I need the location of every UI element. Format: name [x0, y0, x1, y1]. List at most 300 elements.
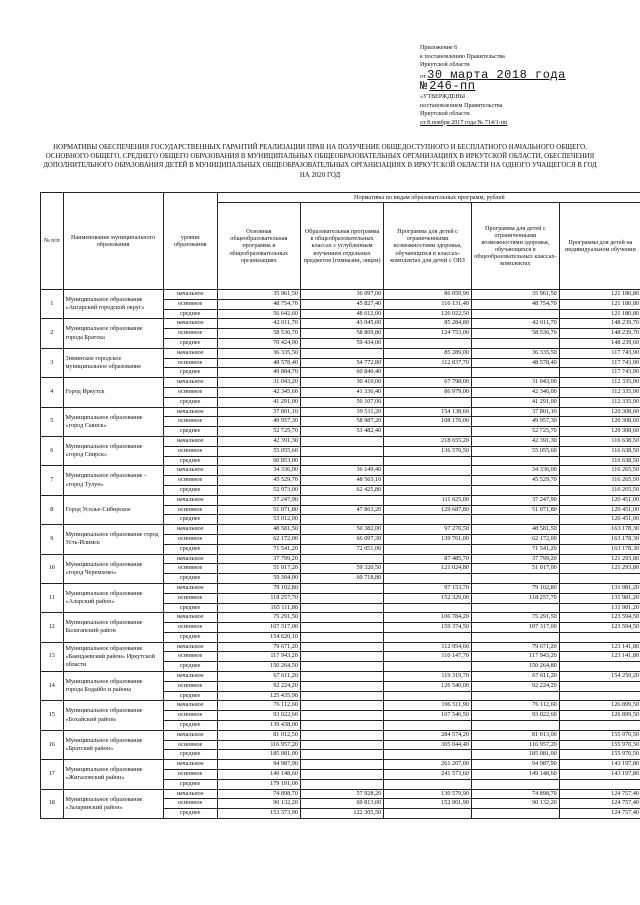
level-cell: среднее [163, 427, 217, 437]
table-row [41, 407, 640, 417]
level-cell: начальное [163, 642, 217, 652]
value-cell: 163 178,30 [559, 544, 640, 554]
table-row [41, 642, 640, 652]
value-cell: 58 536,70 [217, 329, 300, 339]
value-cell: 60 718,80 [300, 574, 383, 584]
value-cell: 81 013,00 [471, 730, 559, 740]
value-cell: 124 757,40 [559, 789, 640, 799]
table-row [41, 466, 640, 476]
document-title: НОРМАТИВЫ ОБЕСПЕЧЕНИЯ ГОСУДАРСТВЕННЫХ ГАРАНТИЙ РЕАЛИЗАЦИИ ПРАВ НА ПОЛУЧЕНИЕ ОБЩЕДОСТУПНОГО И БЕСПЛАТНОГО НАЧАЛЬНОГО ОБЩЕГО, ОСНОВНОГО ОБЩЕГО, СРЕДНЕГО ОБЩЕГО ОБРАЗОВАНИЯ В МУНИЦИПАЛЬНЫХ ОБЩЕОБРАЗОВАТЕЛЬНЫХ ОРГАНИЗАЦИЯХ В ИРКУТСКОЙ ОБЛАСТИ, ОБЕСПЕЧЕНИЯ ДОПОЛНИТЕЛЬНОГО ОБРАЗОВАНИЯ ДЕТЕЙ В МУНИЦИПАЛЬНЫХ ОБЩЕОБРАЗОВАТЕЛЬНЫХ ОРГАНИЗАЦИЯХ В ИРКУТСКОЙ ОБЛАСТИ НА ОДНОГО УЧАЩЕГОСЯ В ГОД НА 2020 ГОД [43, 144, 597, 179]
level-cell: среднее [163, 338, 217, 348]
level-cell: основное [163, 799, 217, 809]
value-cell: 75 291,50 [471, 613, 559, 623]
level-cell: среднее [163, 632, 217, 642]
normatives-table [40, 192, 640, 819]
value-cell: 123 141,80 [559, 652, 640, 662]
value-cell [384, 485, 472, 495]
level-cell: основное [163, 417, 217, 427]
value-cell [300, 515, 383, 525]
value-cell: 121 024,80 [384, 564, 472, 574]
level-cell: основное [163, 681, 217, 691]
value-cell: 66 097,30 [300, 534, 383, 544]
level-cell: начальное [163, 583, 217, 593]
value-cell: 53 012,00 [217, 515, 300, 525]
date-stamp: 30 марта 2018 года [427, 67, 566, 82]
value-cell: 116 265,50 [559, 485, 640, 495]
value-cell: 42 011,70 [217, 319, 300, 329]
level-cell: начальное [163, 495, 217, 505]
value-cell: 126 899,50 [559, 701, 640, 711]
row-number: 6 [41, 436, 64, 465]
value-cell [384, 427, 472, 437]
value-cell: 152 329,00 [384, 593, 472, 603]
value-cell [300, 750, 383, 760]
value-cell: 112 335,90 [559, 397, 640, 407]
value-cell: 106 784,20 [384, 613, 472, 623]
value-cell: 48 754,70 [217, 299, 300, 309]
value-cell [300, 721, 383, 731]
level-cell: начальное [163, 760, 217, 770]
level-cell: основное [163, 505, 217, 515]
value-cell: 60 840,40 [300, 368, 383, 378]
value-cell: 131 981,20 [559, 603, 640, 613]
value-cell: 196 511,90 [384, 701, 472, 711]
value-cell: 94 987,90 [217, 760, 300, 770]
row-number: 12 [41, 613, 64, 642]
value-cell [300, 740, 383, 750]
header-line: «УТВЕРЖДЕНЫ [420, 93, 466, 100]
value-cell: 79 671,20 [217, 642, 300, 652]
value-cell: 154 250,20 [559, 672, 640, 682]
value-cell: 92 224,20 [217, 681, 300, 691]
municipality-name: Муниципальное образование Балаганский район [63, 613, 163, 642]
value-cell: 87 485,70 [384, 554, 472, 564]
value-cell: 143 197,80 [559, 770, 640, 780]
value-cell [300, 730, 383, 740]
row-number: 16 [41, 730, 64, 759]
value-cell: 51 071,80 [217, 505, 300, 515]
value-cell: 117 943,20 [217, 652, 300, 662]
value-cell: 107 317,00 [471, 623, 559, 633]
value-cell [300, 623, 383, 633]
row-number: 8 [41, 495, 64, 524]
value-cell: 112 335,90 [559, 378, 640, 388]
municipality-name: Муниципальное образование «Аларский район» [63, 583, 163, 612]
value-cell: 37 801,10 [471, 407, 559, 417]
value-cell [559, 691, 640, 701]
level-cell: начальное [163, 730, 217, 740]
value-cell: 37 799,20 [471, 554, 559, 564]
level-cell: среднее [163, 779, 217, 789]
value-cell [384, 603, 472, 613]
value-cell [300, 554, 383, 564]
value-cell: 118 257,70 [471, 593, 559, 603]
value-cell: 75 291,50 [217, 613, 300, 623]
value-cell: 70 424,90 [217, 338, 300, 348]
value-cell: 120 451,00 [559, 495, 640, 505]
value-cell: 124 753,00 [384, 329, 472, 339]
value-cell [471, 574, 559, 584]
value-cell [471, 485, 559, 495]
value-cell [300, 652, 383, 662]
value-cell [559, 574, 640, 584]
table-row [41, 672, 640, 682]
value-cell: 121 293,80 [559, 564, 640, 574]
value-cell: 150 264,50 [217, 662, 300, 672]
value-cell: 57 928,20 [300, 789, 383, 799]
value-cell: 31 043,20 [217, 378, 300, 388]
municipality-name: Муниципальное образование «Заларинский район» [63, 789, 163, 818]
value-cell: 43 045,00 [300, 319, 383, 329]
level-cell: среднее [163, 662, 217, 672]
header-line: постановлением Правительства [420, 102, 503, 109]
value-cell: 305 044,40 [384, 740, 472, 750]
value-cell: 117 743,90 [559, 348, 640, 358]
value-cell: 34 336,00 [217, 466, 300, 476]
table-row [41, 378, 640, 388]
municipality-name: Муниципальное образование «Братский район» [63, 730, 163, 759]
value-cell: 69 813,00 [300, 799, 383, 809]
value-cell [300, 495, 383, 505]
value-cell: 90 132,20 [217, 799, 300, 809]
header-number-line: № 246-пп [420, 79, 476, 94]
value-cell [384, 750, 472, 760]
level-cell: основное [163, 652, 217, 662]
municipality-name: Город Усолье-Сибирское [63, 495, 163, 524]
value-cell [559, 632, 640, 642]
value-cell: 30 410,00 [300, 378, 383, 388]
value-cell [471, 368, 559, 378]
value-cell: 154 138,60 [384, 407, 472, 417]
level-cell: начальное [163, 789, 217, 799]
value-cell: 85 289,00 [384, 348, 472, 358]
level-cell: начальное [163, 348, 217, 358]
value-cell [384, 574, 472, 584]
value-cell: 54 772,80 [300, 358, 383, 368]
level-cell: основное [163, 476, 217, 486]
value-cell: 79 671,20 [471, 642, 559, 652]
value-cell: 52 725,70 [217, 427, 300, 437]
value-cell [559, 662, 640, 672]
value-cell: 155 970,50 [559, 740, 640, 750]
value-cell: 50 382,00 [300, 525, 383, 535]
value-cell [300, 446, 383, 456]
value-cell: 163 178,30 [559, 525, 640, 535]
value-cell [471, 809, 559, 819]
value-cell: 50 107,00 [300, 397, 383, 407]
value-cell: 121 293,80 [559, 554, 640, 564]
value-cell [384, 368, 472, 378]
value-cell: 116 638,50 [559, 446, 640, 456]
value-cell: 218 655,20 [384, 436, 472, 446]
value-cell: 112 954,60 [384, 642, 472, 652]
value-cell [384, 632, 472, 642]
value-cell: 42 346,00 [471, 387, 559, 397]
level-cell: среднее [163, 515, 217, 525]
value-cell [300, 779, 383, 789]
table-row [41, 495, 640, 505]
value-cell: 76 112,60 [217, 701, 300, 711]
value-cell: 117 743,90 [559, 358, 640, 368]
value-cell: 121 180,80 [559, 290, 640, 300]
value-cell: 48 578,40 [217, 358, 300, 368]
municipality-name: Муниципальное образование - «город Тулун» [63, 466, 163, 495]
level-cell: среднее [163, 721, 217, 731]
value-cell: 126 022,50 [384, 309, 472, 319]
value-cell: 112 837,70 [384, 358, 472, 368]
level-cell: среднее [163, 809, 217, 819]
row-number: 15 [41, 701, 64, 730]
value-cell: 42 391,30 [471, 436, 559, 446]
table-body [41, 290, 640, 819]
value-cell: 126 540,00 [384, 681, 472, 691]
value-cell: 51 017,20 [217, 564, 300, 574]
value-cell: 48 565,10 [300, 476, 383, 486]
value-cell: 123 594,50 [559, 613, 640, 623]
value-cell: 126 899,50 [559, 711, 640, 721]
value-cell [559, 779, 640, 789]
value-cell [384, 779, 472, 789]
header-col-advanced: Образовательная программа в общеобразовательных классах с углубленным изучением отдельных предметов (гимназии, лицеи) [300, 203, 383, 290]
value-cell: 47 863,20 [300, 505, 383, 515]
value-cell: 48 612,00 [300, 309, 383, 319]
table-row [41, 789, 640, 799]
value-cell: 117 943,20 [471, 652, 559, 662]
level-cell: начальное [163, 525, 217, 535]
row-number: 17 [41, 760, 64, 789]
value-cell: 92 224,20 [471, 681, 559, 691]
row-number: 14 [41, 672, 64, 701]
level-cell: основное [163, 299, 217, 309]
value-cell [300, 691, 383, 701]
value-cell [471, 632, 559, 642]
table-row [41, 701, 640, 711]
level-cell: основное [163, 387, 217, 397]
value-cell [300, 436, 383, 446]
value-cell: 74 898,70 [471, 789, 559, 799]
municipality-name: Город Иркутск [63, 378, 163, 407]
level-cell: среднее [163, 691, 217, 701]
value-cell: 116 265,50 [559, 466, 640, 476]
value-cell: 37 247,90 [217, 495, 300, 505]
value-cell [384, 662, 472, 672]
value-cell: 167 546,50 [384, 711, 472, 721]
value-cell: 81 012,50 [217, 730, 300, 740]
table-row [41, 554, 640, 564]
value-cell: 36 097,00 [300, 290, 383, 300]
header-line: Иркутской области [420, 62, 470, 69]
level-cell: среднее [163, 397, 217, 407]
value-cell: 93 022,60 [471, 711, 559, 721]
level-cell: начальное [163, 554, 217, 564]
header-level: уровни образования [163, 193, 217, 290]
level-cell: среднее [163, 309, 217, 319]
value-cell [300, 613, 383, 623]
value-cell: 85 284,80 [384, 319, 472, 329]
value-cell: 37 799,20 [217, 554, 300, 564]
value-cell: 121 180,80 [559, 309, 640, 319]
value-cell: 94 987,90 [471, 760, 559, 770]
municipality-name: Муниципальное образование «Жигаловский район» [63, 760, 163, 789]
number-stamp: 246-пп [429, 79, 476, 94]
municipality-name: Муниципальное образование города Бодайбо и района [63, 672, 163, 701]
value-cell: 185 081,00 [471, 750, 559, 760]
value-cell: 62 172,00 [217, 534, 300, 544]
value-cell: 241 573,60 [384, 770, 472, 780]
row-number: 4 [41, 378, 64, 407]
value-cell: 116 957,20 [217, 740, 300, 750]
value-cell: 79 102,80 [217, 583, 300, 593]
value-cell: 45 827,40 [300, 299, 383, 309]
value-cell: 148 239,70 [559, 319, 640, 329]
value-cell: 116 265,50 [559, 476, 640, 486]
value-cell [384, 691, 472, 701]
value-cell: 152 901,90 [384, 799, 472, 809]
value-cell: 116 638,50 [559, 456, 640, 466]
header-col-ovz-complex: Программа для детей с ограниченными возможностями здоровья, обучающихся в классах-комплектах для детей с ОВЗ [384, 203, 472, 290]
table-row [41, 613, 640, 623]
level-cell: основное [163, 358, 217, 368]
table-row [41, 730, 640, 740]
row-number: 13 [41, 642, 64, 671]
value-cell: 67 611,20 [217, 672, 300, 682]
value-cell: 55 055,60 [471, 446, 559, 456]
level-cell: начальное [163, 407, 217, 417]
value-cell [384, 809, 472, 819]
value-cell: 58 536,70 [471, 329, 559, 339]
value-cell: 116 638,50 [559, 436, 640, 446]
municipality-name: Муниципальное образование города Братска [63, 319, 163, 348]
value-cell: 48 754,70 [471, 299, 559, 309]
value-cell: 159 374,50 [384, 623, 472, 633]
level-cell: среднее [163, 485, 217, 495]
header-num: № п/п [41, 193, 64, 290]
value-cell: 62 172,00 [471, 534, 559, 544]
value-cell [471, 515, 559, 525]
row-number: 11 [41, 583, 64, 612]
value-cell [300, 593, 383, 603]
value-cell [300, 711, 383, 721]
value-cell: 67 611,20 [471, 672, 559, 682]
value-cell: 49 957,30 [471, 417, 559, 427]
value-cell: 148 239,70 [559, 329, 640, 339]
value-cell: 35 961,50 [217, 290, 300, 300]
value-cell: 37 801,10 [217, 407, 300, 417]
row-number: 9 [41, 525, 64, 554]
value-cell: 42 345,60 [217, 387, 300, 397]
value-cell: 31 043,00 [471, 378, 559, 388]
value-cell: 131 981,20 [559, 583, 640, 593]
value-cell [471, 691, 559, 701]
value-cell: 150 264,80 [471, 662, 559, 672]
level-cell: начальное [163, 672, 217, 682]
value-cell [471, 338, 559, 348]
value-cell [300, 770, 383, 780]
row-number: 2 [41, 319, 64, 348]
value-cell: 124 757,40 [559, 799, 640, 809]
header-name: Наименование муниципального образования [63, 193, 163, 290]
value-cell: 155 970,50 [559, 750, 640, 760]
row-number: 5 [41, 407, 64, 436]
header-line: от 8 ноября 2017 года № 714/1-пп [420, 119, 508, 126]
level-cell: основное [163, 740, 217, 750]
value-cell: 37 247,90 [471, 495, 559, 505]
value-cell: 155 970,50 [559, 730, 640, 740]
value-cell [300, 672, 383, 682]
value-cell: 36 149,40 [300, 466, 383, 476]
header-line: к постановлению Правительства [420, 53, 505, 60]
value-cell: 116 131,40 [384, 299, 472, 309]
value-cell [300, 760, 383, 770]
level-cell: начальное [163, 290, 217, 300]
value-cell: 107 317,00 [217, 623, 300, 633]
value-cell [384, 338, 472, 348]
header-line: Иркутской области [420, 111, 470, 118]
row-number: 7 [41, 466, 64, 495]
level-cell: среднее [163, 368, 217, 378]
value-cell [300, 681, 383, 691]
table-row [41, 760, 640, 770]
value-cell: 179 191,00 [217, 779, 300, 789]
level-cell: начальное [163, 701, 217, 711]
level-cell: начальное [163, 613, 217, 623]
value-cell: 123 594,50 [559, 623, 640, 633]
level-cell: среднее [163, 456, 217, 466]
value-cell: 58 987,20 [300, 417, 383, 427]
value-cell: 53 482,40 [300, 427, 383, 437]
row-number: 10 [41, 554, 64, 583]
value-cell [559, 681, 640, 691]
value-cell: 48 578,40 [471, 358, 559, 368]
municipality-name: Муниципальное образование «Бохайский район» [63, 701, 163, 730]
value-cell [300, 662, 383, 672]
value-cell: 148 239,60 [559, 338, 640, 348]
value-cell [471, 721, 559, 731]
value-cell: 86 059,90 [384, 290, 472, 300]
value-cell: 42 011,70 [471, 319, 559, 329]
value-cell: 48 581,50 [217, 525, 300, 535]
value-cell: 41 291,00 [217, 397, 300, 407]
value-cell: 45 529,70 [471, 476, 559, 486]
value-cell: 120 308,60 [559, 427, 640, 437]
value-cell [300, 701, 383, 711]
value-cell: 110 147,70 [384, 652, 472, 662]
value-cell: 72 051,00 [300, 544, 383, 554]
level-cell: среднее [163, 574, 217, 584]
value-cell: 59 320,50 [300, 564, 383, 574]
level-cell: основное [163, 329, 217, 339]
value-cell: 149 148,60 [217, 770, 300, 780]
municipality-name: Муниципальное образование «город Черемхово» [63, 554, 163, 583]
value-cell [300, 583, 383, 593]
value-cell: 55 055,60 [217, 446, 300, 456]
value-cell [384, 721, 472, 731]
value-cell: 35 961,50 [471, 290, 559, 300]
value-cell [384, 456, 472, 466]
value-cell [471, 309, 559, 319]
table-row [41, 319, 640, 329]
value-cell: 86 979,00 [384, 387, 472, 397]
value-cell: 49 957,30 [217, 417, 300, 427]
value-cell: 163 178,30 [559, 534, 640, 544]
level-cell: основное [163, 623, 217, 633]
value-cell: 56 642,60 [217, 309, 300, 319]
value-cell: 143 197,80 [559, 760, 640, 770]
value-cell: 118 257,70 [217, 593, 300, 603]
value-cell: 112 335,90 [559, 387, 640, 397]
municipality-name: Муниципальное образование «Баяндаевский район» Иркутской области [63, 642, 163, 671]
value-cell: 108 176,00 [384, 417, 472, 427]
